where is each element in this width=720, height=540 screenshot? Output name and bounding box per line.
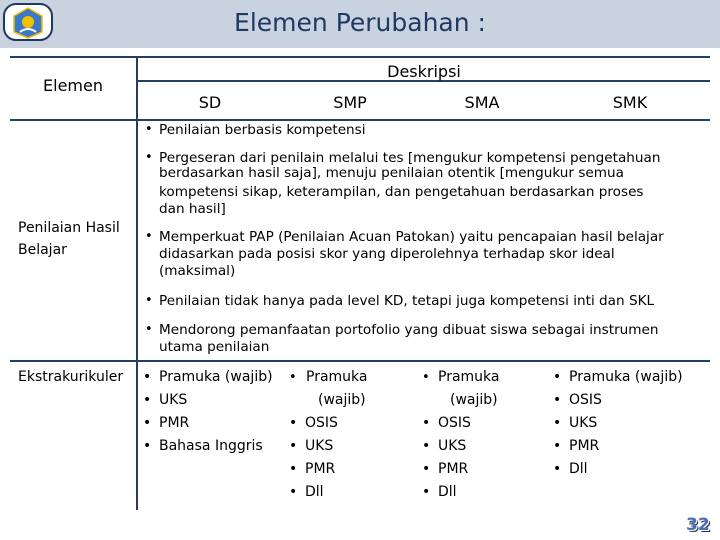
bullet-icon: • xyxy=(289,370,297,385)
row-label-ekstrakurikuler: Ekstrakurikuler xyxy=(18,369,124,385)
ekstra-sd-list xyxy=(143,366,273,458)
header-elemen: Elemen xyxy=(43,76,103,95)
bullet-icon: • xyxy=(145,150,153,165)
header-smk: SMK xyxy=(612,93,648,112)
list-item: • PMR xyxy=(289,458,338,481)
list-item: • Dll xyxy=(553,458,683,481)
penilaian-point-2-line1: Pergeseran dari penilain melalui tes [mengukur kompetensi pengetahuan xyxy=(159,150,661,166)
row-label-penilaian-line2: Belajar xyxy=(18,242,67,258)
penilaian-point-1: Penilaian berbasis kompetensi xyxy=(159,122,366,138)
penilaian-point-5-line1: Mendorong pemanfaatan portofolio yang dibuat siswa sebagai instrumen xyxy=(159,322,659,338)
list-item: • UKS xyxy=(422,435,471,458)
list-item: • Dll xyxy=(289,481,338,504)
bullet-icon: • xyxy=(145,229,153,244)
bullet-icon: • xyxy=(145,122,153,137)
row-label-penilaian-line1: Penilaian Hasil xyxy=(18,220,120,236)
penilaian-point-3-line2: didasarkan pada posisi skor yang diperolehnya terhadap skor ideal xyxy=(159,246,615,262)
column-divider xyxy=(136,56,138,510)
list-item: • UKS xyxy=(143,389,273,412)
header-bottom-line xyxy=(10,119,710,121)
list-item: • OSIS xyxy=(289,412,338,435)
row-divider xyxy=(10,360,710,362)
list-item: • Bahasa Inggris xyxy=(143,435,273,458)
ekstra-sma-item-1b: (wajib) xyxy=(450,392,498,408)
list-item: • Pramuka (wajib) xyxy=(143,366,273,389)
list-item: • UKS xyxy=(289,435,338,458)
bullet-icon: • xyxy=(422,370,430,385)
ekstra-smp-item-1b: (wajib) xyxy=(318,392,366,408)
list-item: • OSIS xyxy=(553,389,683,412)
penilaian-point-2-line3: kompetensi sikap, keterampilan, dan pengetahuan berdasarkan proses xyxy=(159,184,644,200)
page-number: 32 xyxy=(686,515,710,535)
penilaian-point-3-line1: Memperkuat PAP (Penilaian Acuan Patokan) yaitu pencapaian hasil belajar xyxy=(159,229,664,245)
list-item: • PMR xyxy=(143,412,273,435)
list-item: • PMR xyxy=(553,435,683,458)
header-sd: SD xyxy=(198,93,222,112)
penilaian-point-5-line2: utama penilaian xyxy=(159,339,270,355)
list-item: • PMR xyxy=(422,458,471,481)
header-top-line xyxy=(10,56,710,58)
ekstra-sma-list xyxy=(422,412,471,504)
ekstra-smp-item-1a: Pramuka xyxy=(306,369,368,385)
bullet-icon: • xyxy=(145,293,153,308)
penilaian-point-2-line4: dan hasil] xyxy=(159,201,226,217)
penilaian-point-2-line2: berdasarkan hasil saja], menuju penilaian otentik [mengukur semua xyxy=(159,165,624,181)
header-sma: SMA xyxy=(464,93,500,112)
slide-title: Elemen Perubahan : xyxy=(234,8,486,37)
header-deskripsi: Deskripsi xyxy=(387,62,461,81)
ekstra-smk-list xyxy=(553,366,683,481)
list-item: • Pramuka (wajib) xyxy=(553,366,683,389)
list-item: • OSIS xyxy=(422,412,471,435)
bullet-icon: • xyxy=(145,322,153,337)
penilaian-point-3-line3: (maksimal) xyxy=(159,263,236,279)
ekstra-sma-item-1a: Pramuka xyxy=(438,369,500,385)
list-item: • UKS xyxy=(553,412,683,435)
header-smp: SMP xyxy=(333,93,367,112)
list-item: • Dll xyxy=(422,481,471,504)
penilaian-point-4: Penilaian tidak hanya pada level KD, tetapi juga kompetensi inti dan SKL xyxy=(159,293,655,309)
ekstra-smp-list xyxy=(289,412,338,504)
